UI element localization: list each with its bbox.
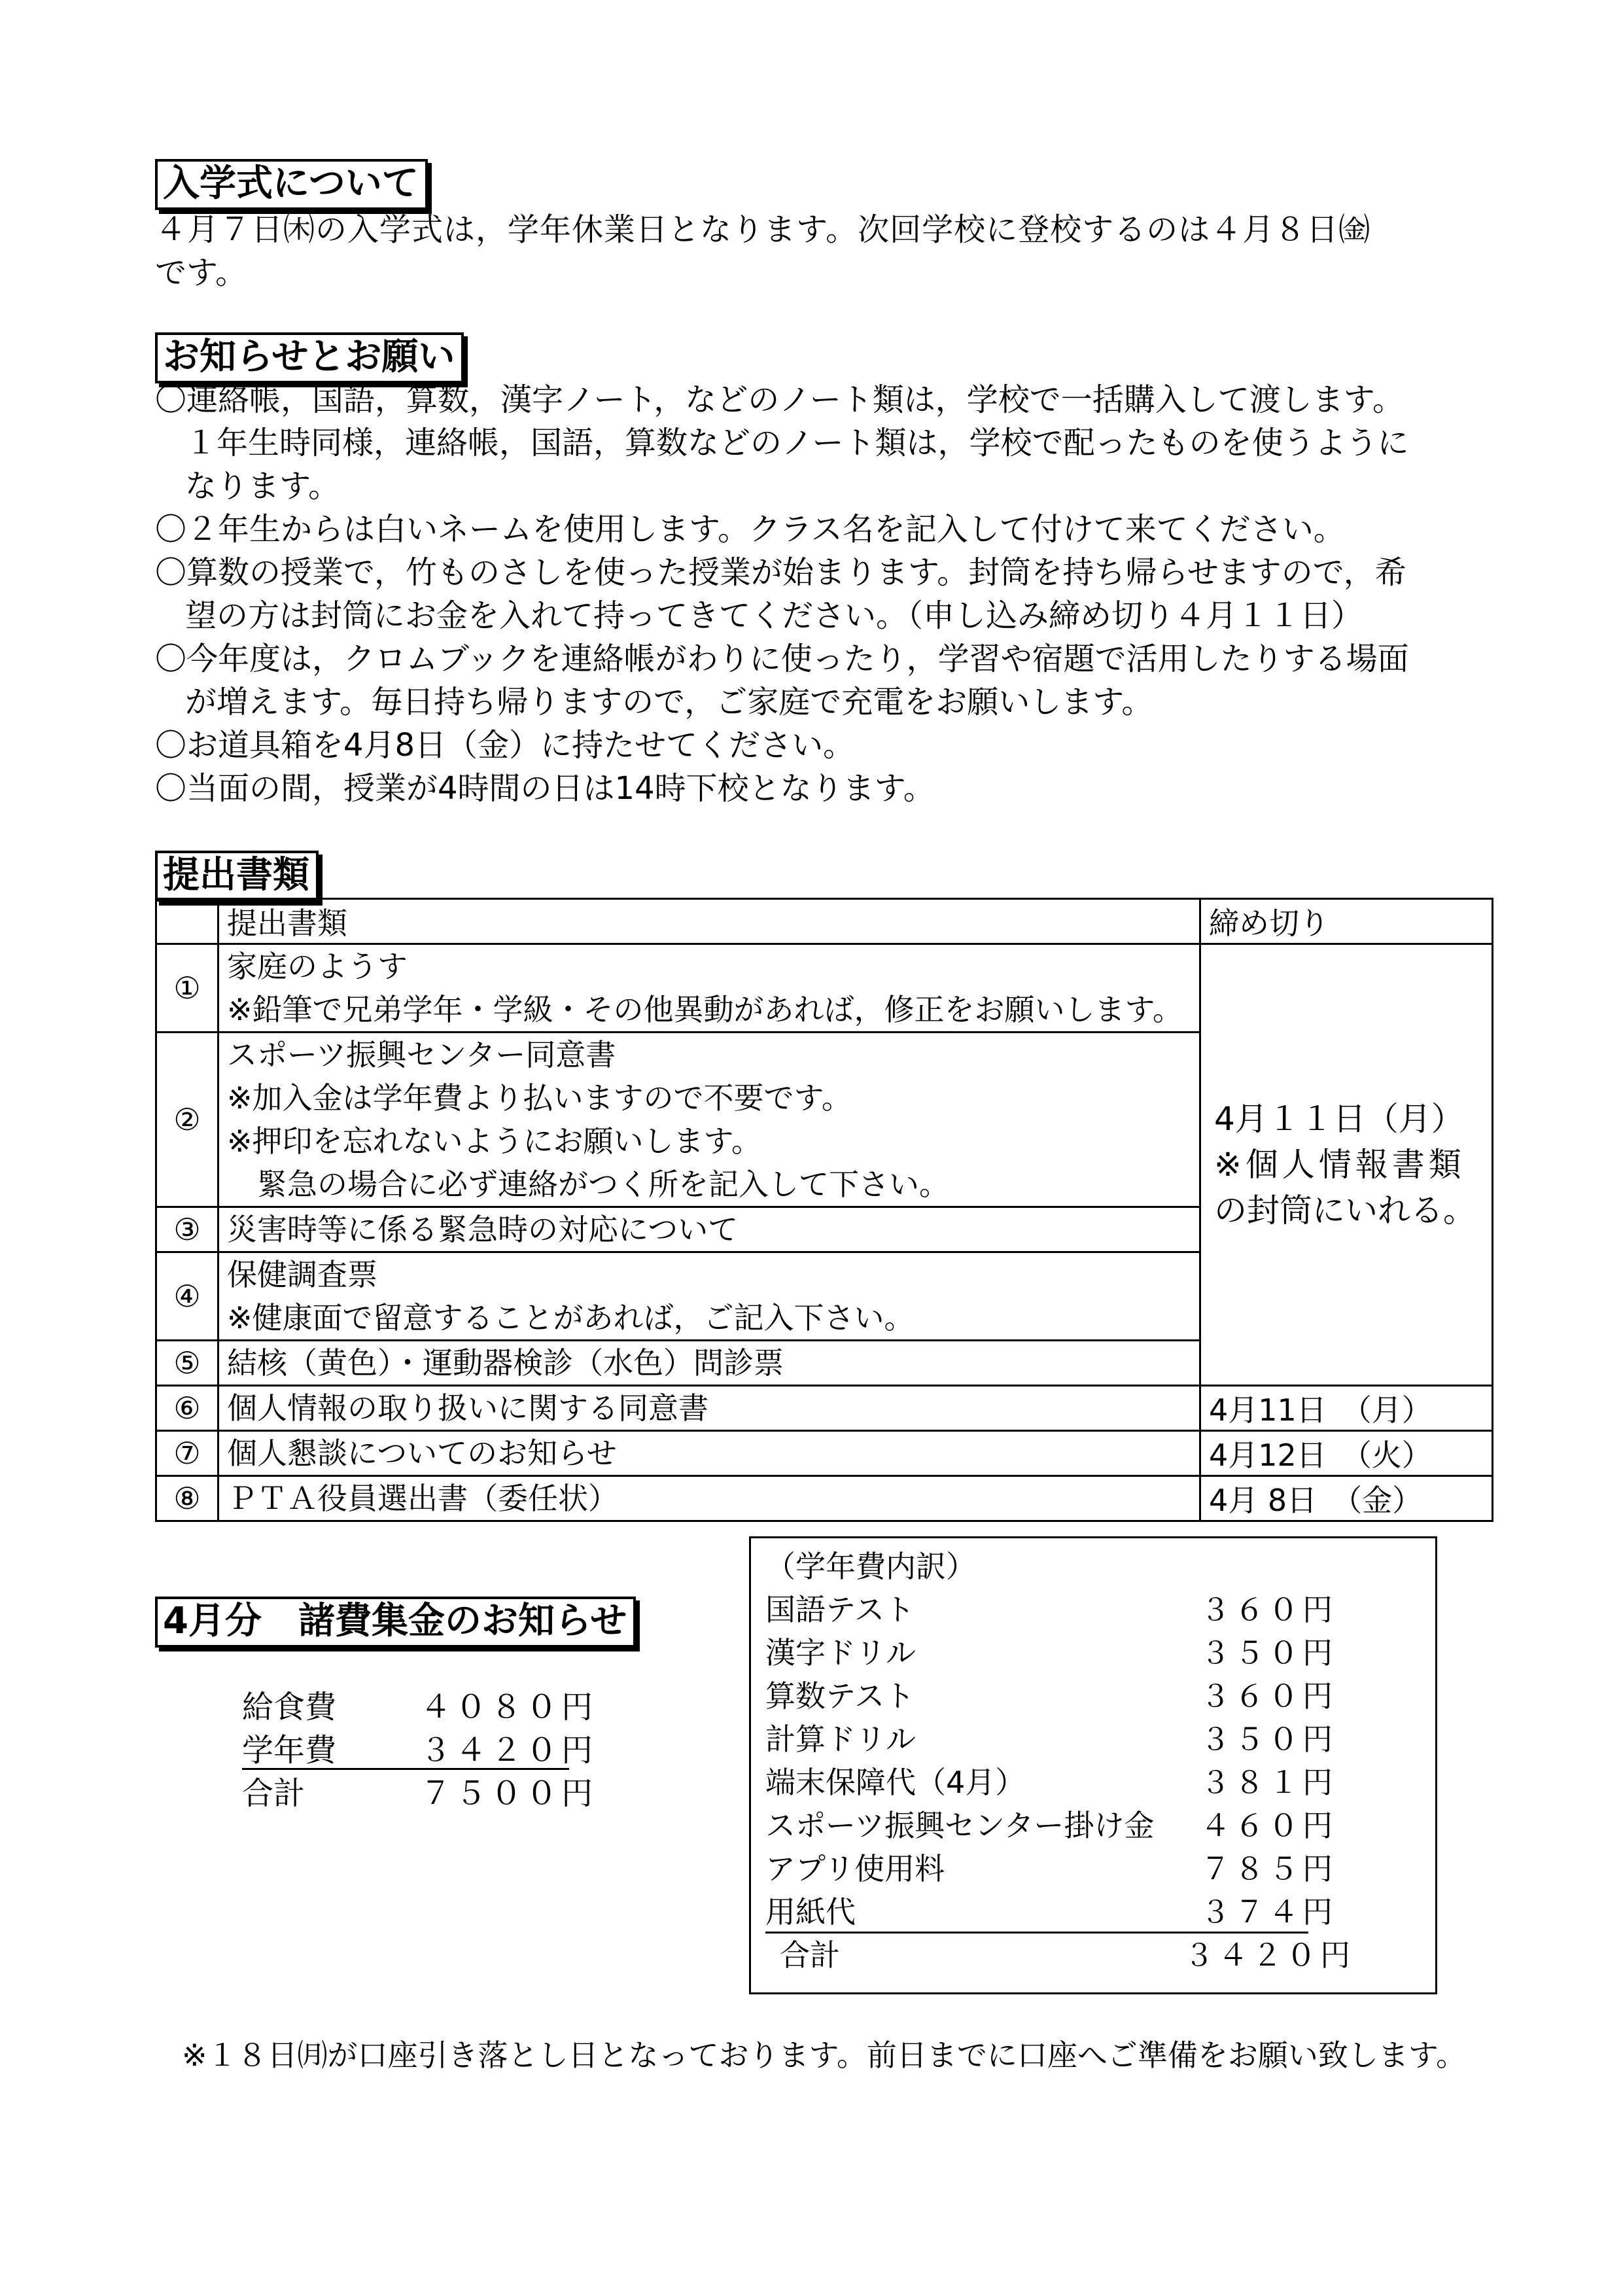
merged-deadline-cell: [1200, 944, 1493, 1386]
breakdown-label: 端末保障代（4月）: [765, 1765, 1026, 1800]
row-doc: [218, 944, 1200, 1033]
entrance-heading: 入学式について: [155, 159, 428, 210]
fee-label: 合計: [242, 1775, 305, 1812]
breakdown-label: 国語テスト: [765, 1592, 915, 1627]
fee-label: 給食費: [242, 1689, 337, 1725]
row-doc: [218, 1252, 1200, 1341]
table-row: [156, 1476, 1493, 1521]
breakdown-amount: ３５０円: [1200, 1722, 1336, 1757]
row-number: ⑧: [156, 1476, 218, 1521]
header-deadline-cell: 締め切り: [1200, 899, 1493, 944]
row-doc: [218, 1341, 1200, 1386]
submissions-heading: 提出書類: [155, 851, 319, 902]
breakdown-label: アプリ使用料: [765, 1851, 945, 1886]
table-row: [156, 1431, 1493, 1476]
entrance-line-1: ４月７日㈭の入学式は，学年休業日となります。次回学校に登校するのは４月８日㈮: [155, 211, 1371, 248]
row-number: ②: [156, 1033, 218, 1207]
row-doc-line: ※加入金は学年費より払いますので不要です。: [227, 1080, 852, 1116]
breakdown-title: （学年費内訳）: [765, 1549, 976, 1584]
breakdown-amount: ３８１円: [1200, 1765, 1336, 1800]
row-doc: [218, 1033, 1200, 1207]
row-number: ①: [156, 944, 218, 1033]
breakdown-label: 漢字ドリル: [765, 1635, 916, 1670]
notice-line: １年生時同様，連絡帳，国語，算数などのノート類は，学校で配ったものを使うように: [185, 425, 1409, 461]
breakdown-amount: ４６０円: [1200, 1808, 1336, 1843]
fee-amount: ３４２０円: [420, 1732, 597, 1769]
breakdown-divider: [765, 1932, 1308, 1934]
row-number: ④: [156, 1252, 218, 1341]
row-doc-line: 個人懇談についてのお知らせ: [227, 1436, 617, 1471]
row-doc-line: ※押印を忘れないようにお願いします。: [227, 1123, 761, 1159]
breakdown-label: スポーツ振興センター掛け金: [765, 1808, 1155, 1843]
breakdown-label: 用紙代: [765, 1894, 856, 1930]
deadline-line: 4月１１日（月）: [1214, 1100, 1464, 1138]
fees-heading: 4月分 諸費集金のお知らせ: [155, 1597, 636, 1648]
breakdown-total-amount: ３４２０円: [1184, 1937, 1354, 1973]
row-number: ⑤: [156, 1341, 218, 1386]
fee-divider: [242, 1768, 569, 1770]
deadline-line: ※個人情報書類: [1214, 1146, 1465, 1184]
row-doc-line: 個人情報の取り扱いに関する同意書: [227, 1390, 708, 1426]
row-doc: [218, 1431, 1200, 1476]
fee-amount: ７５００円: [420, 1775, 597, 1812]
row-doc-line: ※健康面で留意することがあれば，ご記入下さい。: [227, 1300, 915, 1335]
row-doc: [218, 1476, 1200, 1521]
breakdown-amount: ３７４円: [1200, 1894, 1336, 1930]
table-row: [156, 1386, 1493, 1431]
table-header-row: [156, 899, 1493, 944]
notice-line: 〇今年度は，クロムブックを連絡帳がわりに使ったり，学習や宿題で活用したりする場面: [155, 641, 1409, 677]
row-doc-line: 家庭のようす: [227, 949, 408, 984]
breakdown-total-label: 合計: [780, 1937, 840, 1973]
row-deadline: 4月11日 （月）: [1200, 1386, 1493, 1431]
breakdown-amount: ３６０円: [1200, 1678, 1336, 1714]
breakdown-label: 算数テスト: [765, 1678, 915, 1714]
row-doc-line: 緊急の場合に必ず連絡がつく所を記入して下さい。: [227, 1167, 949, 1202]
notice-line: 〇当面の間，授業が4時間の日は14時下校となります。: [155, 770, 935, 807]
breakdown-amount: ３５０円: [1200, 1635, 1336, 1670]
header-doc-cell: 提出書類: [218, 899, 1200, 944]
row-doc-line: 保健調査票: [227, 1257, 377, 1292]
row-number: ⑥: [156, 1386, 218, 1431]
deadline-line: の封筒にいれる。: [1214, 1192, 1476, 1229]
row-number: ③: [156, 1207, 218, 1252]
notices-heading: お知らせとお願い: [155, 332, 464, 383]
entrance-line-2: です。: [155, 255, 247, 291]
notice-line: 〇連絡帳，国語，算数，漢字ノート，などのノート類は，学校で一括購入して渡します。: [155, 381, 1404, 418]
fee-label: 学年費: [242, 1732, 337, 1769]
row-doc-line: ※鉛筆で兄弟学年・学級・その他異動があれば，修正をお願いします。: [227, 992, 1183, 1027]
row-number: ⑦: [156, 1431, 218, 1476]
row-doc: [218, 1386, 1200, 1431]
notice-line: 〇２年生からは白いネームを使用します。クラス名を記入して付けて来てください。: [155, 511, 1345, 548]
notice-line: が増えます。毎日持ち帰りますので，ご家庭で充電をお願いします。: [185, 684, 1153, 720]
fee-amount: ４０８０円: [420, 1689, 597, 1725]
debit-date-note: ※１８日㈪が口座引き落とし日となっております。前日までに口座へご準備をお願い致します。: [182, 2038, 1467, 2073]
row-doc-line: スポーツ振興センター同意書: [227, 1037, 616, 1072]
row-doc-line: ＰＴＡ役員選出書（委任状）: [227, 1481, 618, 1516]
table-row: [156, 944, 1493, 1033]
row-deadline: 4月 8日 （金）: [1200, 1476, 1493, 1521]
row-doc: [218, 1207, 1200, 1252]
row-doc-line: 災害時等に係る緊急時の対応について: [227, 1212, 739, 1247]
row-deadline: 4月12日 （火）: [1200, 1431, 1493, 1476]
row-doc-line: 結核（黄色）・運動器検診（水色）問診票: [227, 1345, 784, 1381]
breakdown-label: 計算ドリル: [765, 1722, 916, 1757]
notice-line: 〇算数の授業で，竹ものさしを使った授業が始まります。封筒を持ち帰らせますので，希: [155, 554, 1406, 591]
breakdown-amount: ７８５円: [1200, 1851, 1336, 1886]
breakdown-amount: ３６０円: [1200, 1592, 1336, 1627]
notice-line: 望の方は封筒にお金を入れて持ってきてください。（申し込み締め切り４月１１日）: [185, 597, 1363, 634]
notice-line: 〇お道具箱を4月8日（金）に持たせてください。: [155, 727, 855, 764]
notice-line: なります。: [185, 468, 340, 504]
header-num-cell: [156, 899, 218, 944]
submissions-table: [155, 898, 1493, 1522]
